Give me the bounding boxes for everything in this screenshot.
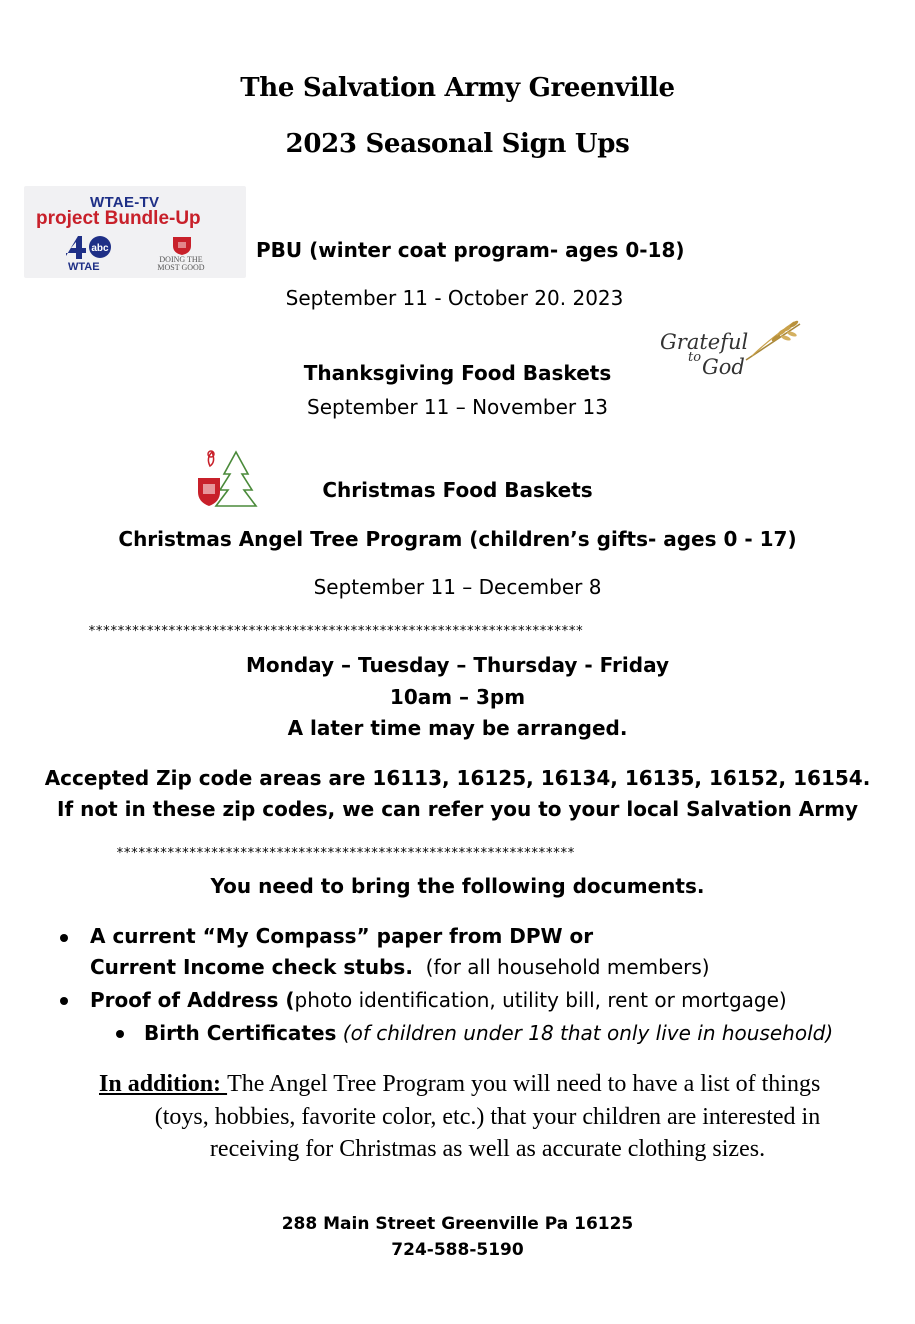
doc-item-1b-bold: Current Income check stubs. — [90, 955, 413, 979]
abc-text: abc — [91, 243, 109, 254]
footer-phone: 724-588-5190 — [391, 1240, 524, 1260]
to-text: to — [688, 350, 702, 365]
schedule-note: A later time may be arranged. — [287, 716, 628, 740]
doc-item-2 — [90, 988, 787, 1012]
pbu-title: PBU (winter coat program- ages 0-18) — [256, 238, 685, 262]
wheat-icon — [742, 318, 802, 362]
thanksgiving-dates: September 11 – November 13 — [307, 395, 608, 419]
doc-item-1b-rest: (for all household members) — [412, 955, 710, 979]
wtae-4abc-icon — [64, 234, 134, 262]
salvation-army-shield-icon — [170, 234, 194, 256]
thanksgiving-title: Thanksgiving Food Baskets — [303, 361, 612, 385]
schedule-days: Monday – Tuesday – Thursday - Friday — [245, 653, 670, 677]
title-line-1: The Salvation Army Greenville — [240, 73, 675, 103]
god-text: God — [702, 355, 745, 379]
schedule-hours: 10am – 3pm — [389, 685, 526, 709]
project-bundle-up-logo — [24, 186, 246, 278]
bullet-2 — [60, 997, 68, 1005]
grateful-text: Grateful — [660, 330, 749, 354]
doc-item-2-bold: Proof of Address ( — [90, 988, 295, 1012]
documents-heading: You need to bring the following documents. — [210, 874, 705, 898]
addition-label: In addition: — [99, 1071, 228, 1097]
separator-stars-1: ******************************************************************** — [88, 624, 583, 639]
doc-item-1a: A current “My Compass” paper from DPW or — [90, 924, 594, 948]
addition-line-3: receiving for Christmas as well as accurate clothing sizes. — [209, 1136, 766, 1162]
footer-address: 288 Main Street Greenville Pa 16125 — [281, 1214, 634, 1234]
bullet-3 — [116, 1030, 124, 1038]
logo-wtae-text: WTAE — [68, 261, 100, 273]
logo-bundle-text: project Bundle-Up — [36, 208, 201, 229]
doc-item-3-rest: (of children under 18 that only live in household) — [336, 1021, 834, 1045]
doc-item-1b — [90, 955, 710, 979]
doc-item-2-rest: photo identification, utility bill, rent or mortgage) — [294, 988, 787, 1012]
christmas-food-title: Christmas Food Baskets — [322, 478, 593, 502]
title-line-2: 2023 Seasonal Sign Ups — [285, 129, 630, 159]
separator-stars-2: *************************************************************** — [116, 846, 575, 861]
christmas-dates: September 11 – December 8 — [313, 575, 602, 599]
zip-line-2: If not in these zip codes, we can refer you to your local Salvation Army — [57, 797, 858, 821]
bullet-1 — [60, 934, 68, 942]
doc-item-3 — [144, 1021, 833, 1045]
zip-line-1: Accepted Zip code areas are 16113, 16125, 16134, 16135, 16152, 16154. — [44, 766, 871, 790]
angel-tree-title: Christmas Angel Tree Program (children’s gifts- ages 0 - 17) — [118, 527, 797, 551]
logo-tagline: DOING THE MOST GOOD — [157, 255, 205, 272]
doc-item-3-bold: Birth Certificates — [144, 1021, 337, 1045]
pbu-dates: September 11 - October 20. 2023 — [285, 286, 624, 310]
addition-text-1: The Angel Tree Program you will need to have a list of things — [227, 1071, 821, 1097]
addition-line-2: (toys, hobbies, favorite color, etc.) that your children are interested in — [154, 1104, 821, 1130]
logo-wtaetv-text: WTAE-TV — [90, 194, 160, 211]
addition-line-1 — [99, 1071, 820, 1098]
